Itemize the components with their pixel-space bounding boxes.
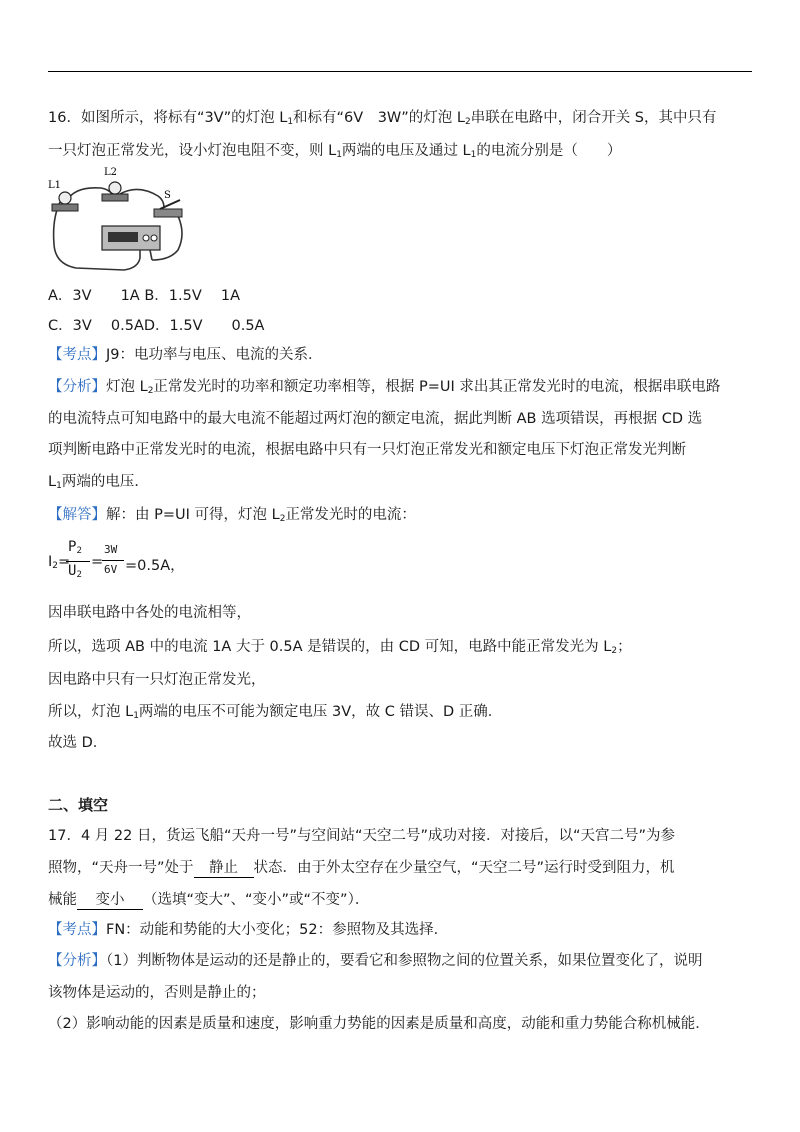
battery-cells <box>108 232 138 242</box>
formula-equals: = <box>91 554 104 570</box>
q17-line1: 17．4 月 22 日，货运飞船“天舟一号”与空间站“天空二号”成功对接．对接后，以“天宫二号”为参 <box>48 828 676 844</box>
fraction-bar-2 <box>102 560 124 561</box>
formula-result: =0.5A， <box>125 558 185 574</box>
l1-label: L1 <box>48 180 62 191</box>
jieda-tag: 【解答】 <box>48 507 106 523</box>
fenxi-tag: 【分析】 <box>48 379 106 395</box>
circuit-figure <box>46 164 186 279</box>
q16-sol-line4: 所以，灯泡 $L_1$两端的电压不可能为额定电压 3V，故 C 错误、D 正确． <box>48 704 503 721</box>
formula-numerator-2: 3W <box>104 543 118 556</box>
formula-denominator-2: 6V <box>104 563 118 576</box>
formula-numerator-1: $P_2$ <box>68 539 82 556</box>
q16-kaodian: 【考点】J9：电功率与电压、电流的关系． <box>48 347 323 363</box>
q16-sol-line5: 故选 D． <box>48 735 108 751</box>
l2-bulb <box>109 182 121 194</box>
q17-kaodian: 【考点】FN：动能和势能的大小变化；52：参照物及其选择． <box>48 922 449 938</box>
q16-fenxi-line3: 项判断电路中正常发光时的电流，根据电路中只有一只灯泡正常发光和额定电压下灯泡正常发光判断 <box>48 442 686 458</box>
l1-holder <box>52 204 78 211</box>
q16-stem-line2: 一只灯泡正常发光，设小灯泡电阻不变，则 $L_1$两端的电压及通过 $L_1$的电流分别是（ ） <box>48 143 622 160</box>
q16-sol-line1: 因串联电路中各处的电流相等， <box>48 605 251 621</box>
l1-bulb <box>59 192 71 204</box>
formula-denominator-1: $U_2$ <box>68 563 82 580</box>
answer-blank-1: 静止 <box>194 859 254 878</box>
q16-options-row2: C．3V 0.5AD．1.5V 0.5A <box>48 318 265 334</box>
switch-base <box>154 209 182 217</box>
q17-line3: 械能 变小 （选填“变大”、“变小”或“不变”）． <box>48 892 370 908</box>
q17-fenxi-line3: （2）影响动能的因素是质量和速度，影响重力势能的因素是质量和高度，动能和重力势能合称机械能． <box>48 1016 710 1032</box>
q16-options-row1: A．3V 1A B．1.5V 1A <box>48 288 240 304</box>
top-rule <box>48 71 752 72</box>
q17-fenxi-line1: 【分析】（1）判断物体是运动的还是静止的，要看它和参照物之间的位置关系，如果位置变化了，说明 <box>48 953 703 969</box>
q16-fenxi-line2: 的电流特点可知电路中的最大电流不能超过两灯泡的额定电流，据此判断 AB 选项错误，再根据 CD 选 <box>48 411 703 427</box>
formula-lhs: $I_2=$ <box>48 554 71 571</box>
q16-fenxi-line4: $L_1$两端的电压． <box>48 474 149 491</box>
l2-holder <box>102 194 128 201</box>
l2-label: L2 <box>104 167 118 178</box>
q17-line2: 照物，“天舟一号”处于 静止 状态．由于外太空存在少量空气，“天空二号”运行时受到阻力，机 <box>48 860 675 876</box>
answer-blank-2: 变小 <box>77 891 143 910</box>
q16-stem-line1: 16．如图所示，将标有“3V”的灯泡 $L_1$和标有“6V 3W”的灯泡 $L_2$串联在电路中，闭合开关 S，其中只有 <box>48 110 717 127</box>
current-formula <box>48 537 208 585</box>
q16-sol-line3: 因电路中只有一只灯泡正常发光， <box>48 672 266 688</box>
fenxi-tag: 【分析】 <box>48 953 106 969</box>
kaodian-tag: 【考点】 <box>48 922 106 938</box>
q16-sol-line2: 所以，选项 AB 中的电流 1A 大于 0.5A 是错误的，由 CD 可知，电路中能正常发光为 $L_2$； <box>48 639 632 656</box>
fraction-bar-1 <box>66 561 90 562</box>
s-label: S <box>164 190 171 201</box>
q16-jieda: 【解答】解：由 P=UI 可得，灯泡 $L_2$正常发光时的电流： <box>48 507 416 524</box>
section-title: 二、填空 <box>48 796 109 814</box>
kaodian-tag: 【考点】 <box>48 347 106 363</box>
q16-fenxi-line1: 【分析】灯泡 $L_2$正常发光时的功率和额定功率相等，根据 P=UI 求出其正常发光时的电流，根据串联电路 <box>48 379 721 396</box>
q17-fenxi-line2: 该物体是运动的，否则是静止的； <box>48 985 266 1001</box>
